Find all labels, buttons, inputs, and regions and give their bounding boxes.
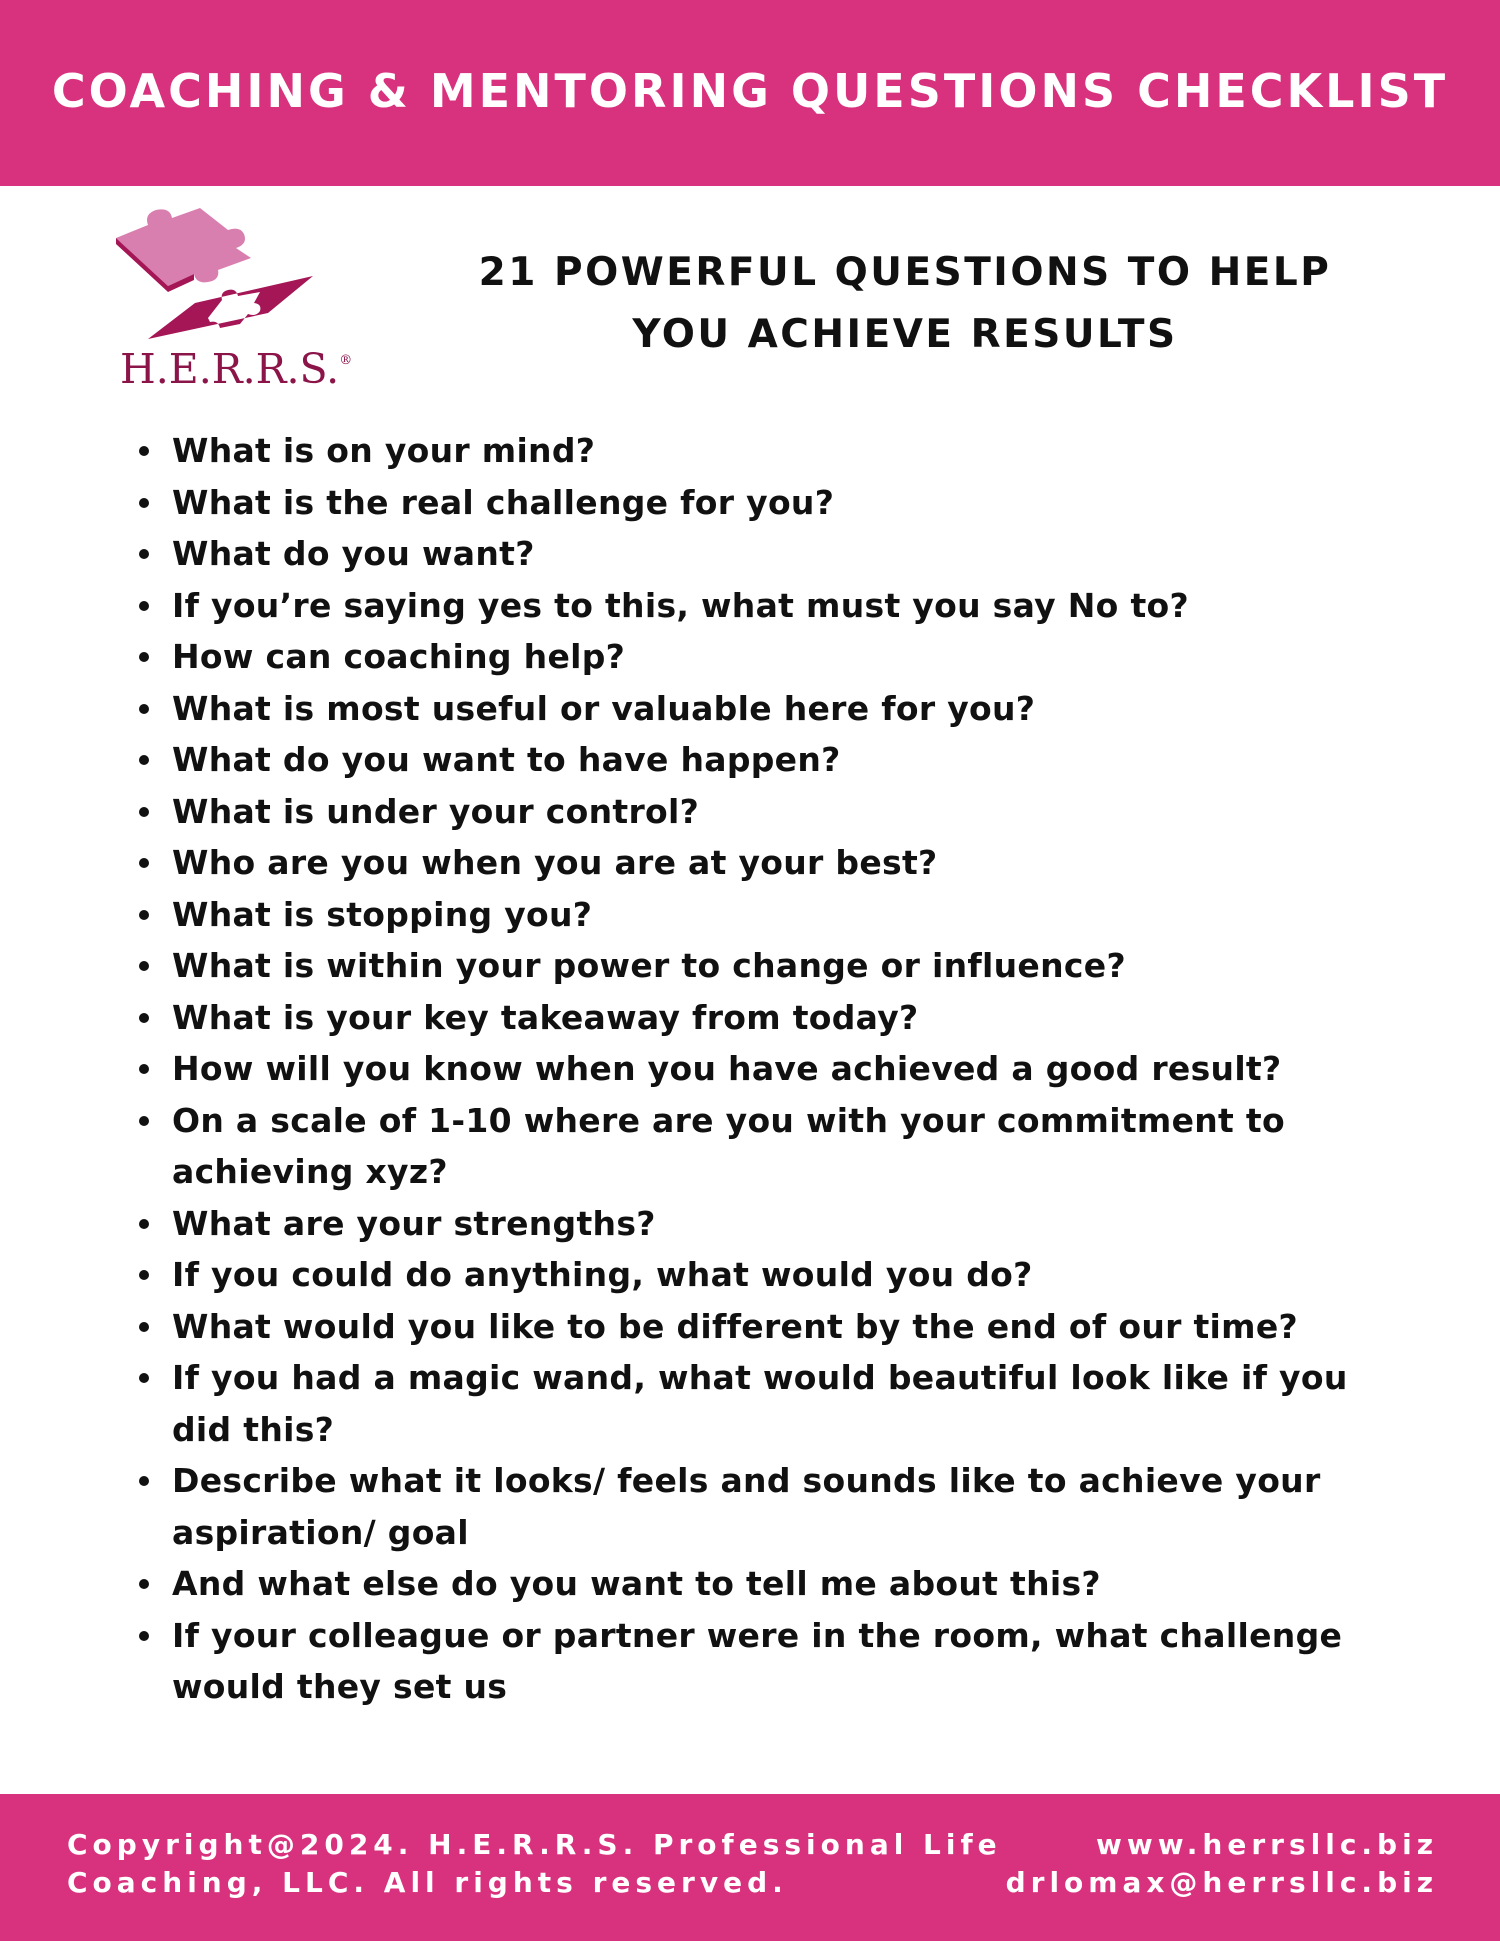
subtitle-line-2: YOU ACHIEVE RESULTS [632,312,1178,357]
logo-text: H.E.R.R.S. [120,345,340,393]
email-link[interactable]: drlomax@herrsllc.biz [1005,1866,1438,1899]
website-link[interactable]: www.herrsllc.biz [1095,1828,1438,1861]
question-item: What do you want to have happen? [135,734,1395,786]
question-item: And what else do you want to tell me about this? [135,1558,1395,1610]
question-item: If you’re saying yes to this, what must you say No to? [135,580,1395,632]
question-item: How will you know when you have achieved a good result? [135,1043,1395,1095]
questions-list [135,425,1395,1713]
question-item: What is most useful or valuable here for you? [135,683,1395,735]
subtitle-line-1: 21 POWERFUL QUESTIONS TO HELP [478,250,1332,295]
question-item: Who are you when you are at your best? [135,837,1395,889]
header-banner [0,0,1500,186]
question-item: What would you like to be different by the end of our time? [135,1301,1395,1353]
question-item: If you had a magic wand, what would beautiful look like if you did this? [135,1352,1395,1455]
question-item: If your colleague or partner were in the room, what challenge would they set us [135,1610,1395,1713]
subtitle [440,242,1370,366]
floating-puzzle-piece [116,208,251,292]
logo-wordmark [120,345,352,393]
footer-copyright [67,1826,1002,1902]
question-item: If you could do anything, what would you do? [135,1249,1395,1301]
question-item: What is your key takeaway from today? [135,992,1395,1044]
registered-mark: ® [339,353,353,368]
page-title: COACHING & MENTORING QUESTIONS CHECKLIST [51,64,1449,118]
question-item: What do you want? [135,528,1395,580]
puzzle-piece-icon [108,200,328,350]
footer-contact [1006,1826,1438,1902]
question-item: What is under your control? [135,786,1395,838]
question-item: What is stopping you? [135,889,1395,941]
question-item: What is on your mind? [135,425,1395,477]
question-item: Describe what it looks/ feels and sounds like to achieve your aspiration/ goal [135,1455,1395,1558]
question-item: How can coaching help? [135,631,1395,683]
question-item: What are your strengths? [135,1198,1395,1250]
copyright-line-1: Copyright@2024. H.E.R.R.S. Professional Life [67,1828,1002,1861]
question-item: On a scale of 1-10 where are you with your commitment to achieving xyz? [135,1095,1395,1198]
herrs-logo [108,200,353,400]
copyright-line-2: Coaching, LLC. All rights reserved. [67,1866,788,1899]
footer-banner [0,1794,1500,1941]
question-item: What is within your power to change or influence? [135,940,1395,992]
question-item: What is the real challenge for you? [135,477,1395,529]
